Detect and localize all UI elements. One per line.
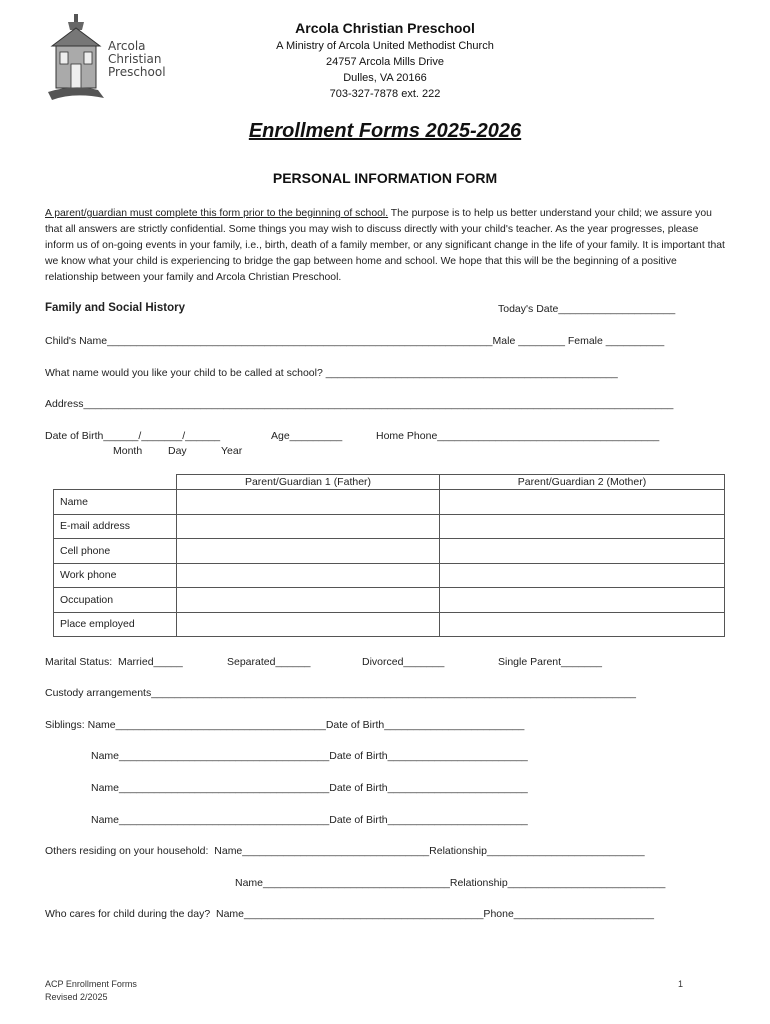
guardian-2-cell[interactable]	[440, 612, 725, 637]
guardian-2-cell[interactable]	[440, 490, 725, 515]
table-row	[54, 539, 725, 564]
row-label: Place employed	[54, 612, 177, 637]
table-row	[54, 490, 725, 515]
page-title: Enrollment Forms 2025-2026	[248, 120, 522, 142]
col-header-guardian-2: Parent/Guardian 2 (Mother)	[440, 475, 725, 490]
dob-month-label: Month	[113, 445, 143, 457]
col-header-guardian-1: Parent/Guardian 1 (Father)	[177, 475, 440, 490]
guardian-1-cell[interactable]	[177, 490, 440, 515]
school-name: Arcola Christian Preschool	[295, 20, 475, 36]
guardian-1-cell[interactable]	[177, 514, 440, 539]
marital-divorced-field[interactable]: Divorced_______	[362, 656, 445, 668]
table-row	[54, 612, 725, 637]
home-phone-field[interactable]: Home Phone______________________________________	[376, 430, 660, 442]
phone-line: 703-327-7878 ext. 222	[329, 88, 441, 100]
row-label: E-mail address	[54, 514, 177, 539]
intro-paragraph	[45, 206, 725, 286]
parent-guardian-table	[53, 474, 725, 637]
guardian-2-cell[interactable]	[440, 563, 725, 588]
guardian-2-cell[interactable]	[440, 539, 725, 564]
ministry-line: A Ministry of Arcola United Methodist Church	[276, 40, 494, 52]
street-address: 24757 Arcola Mills Drive	[326, 56, 444, 68]
intro-body: The purpose is to help us better understand your child; we assure you that all answers are strictly confidential. Some things you may wish to discuss directly with your child's teacher. As the year progresses, please inform us of on-going events in your family, i.e., birth, death of a family member, or any significant change in the life of your family. It is important that we know what your child is experiencing to bridge the gap between home and school. We hope that this will be the beginning of a positive relationship between your family and Arcola Christian Preschool.	[45, 208, 725, 283]
guardian-1-cell[interactable]	[177, 612, 440, 637]
form-subtitle: PERSONAL INFORMATION FORM	[272, 170, 498, 186]
page-number: 1	[678, 979, 684, 989]
footer-form-name: ACP Enrollment Forms	[45, 979, 137, 989]
marital-married-field[interactable]: Marital Status: Married_____	[45, 656, 183, 668]
household-member-1-field[interactable]: Others residing on your household: Name________________________________Relationship___________________________	[45, 845, 645, 857]
guardian-1-cell[interactable]	[177, 539, 440, 564]
sibling-4-field[interactable]: Name____________________________________Date of Birth________________________	[91, 814, 528, 826]
marital-separated-field[interactable]: Separated______	[227, 656, 311, 668]
row-label: Cell phone	[54, 539, 177, 564]
guardian-2-cell[interactable]	[440, 588, 725, 613]
custody-field[interactable]: Custody arrangements___________________________________________________________________________________	[45, 687, 636, 699]
row-label: Name	[54, 490, 177, 515]
logo-wordmark: Arcola Christian Preschool	[108, 39, 166, 79]
row-label: Work phone	[54, 563, 177, 588]
row-label: Occupation	[54, 588, 177, 613]
sibling-2-field[interactable]: Name____________________________________Date of Birth________________________	[91, 750, 528, 762]
city-line: Dulles, VA 20166	[343, 72, 427, 84]
table-row	[54, 588, 725, 613]
marital-single-field[interactable]: Single Parent_______	[498, 656, 602, 668]
dob-day-label: Day	[168, 445, 187, 457]
guardian-2-cell[interactable]	[440, 514, 725, 539]
todays-date-field[interactable]: Today's Date____________________	[498, 303, 676, 315]
section-title: Family and Social History	[45, 302, 185, 314]
dob-year-label: Year	[221, 445, 243, 457]
intro-underlined: A parent/guardian must complete this form prior to the beginning of school.	[45, 208, 389, 219]
guardian-1-cell[interactable]	[177, 563, 440, 588]
table-row	[54, 563, 725, 588]
address-field[interactable]: Address_____________________________________________________________________________________________________	[45, 398, 674, 410]
called-name-field[interactable]: What name would you like your child to be called at school? __________________________________________________	[45, 367, 618, 379]
household-member-2-field[interactable]: Name________________________________Relationship___________________________	[235, 877, 666, 889]
sibling-3-field[interactable]: Name____________________________________Date of Birth________________________	[91, 782, 528, 794]
footer-revision: Revised 2/2025	[45, 992, 108, 1002]
table-header-row	[54, 475, 725, 490]
table-corner	[54, 475, 177, 490]
guardian-1-cell[interactable]	[177, 588, 440, 613]
dob-field[interactable]: Date of Birth______/_______/______	[45, 430, 221, 442]
table-row	[54, 514, 725, 539]
child-name-field[interactable]: Child's Name__________________________________________________________________Male ________ Female __________	[45, 335, 665, 347]
age-field[interactable]: Age_________	[271, 430, 343, 442]
sibling-1-field[interactable]: Siblings: Name____________________________________Date of Birth________________________	[45, 719, 525, 731]
caregiver-field[interactable]: Who cares for child during the day? Name_________________________________________Phone________________________	[45, 908, 654, 920]
